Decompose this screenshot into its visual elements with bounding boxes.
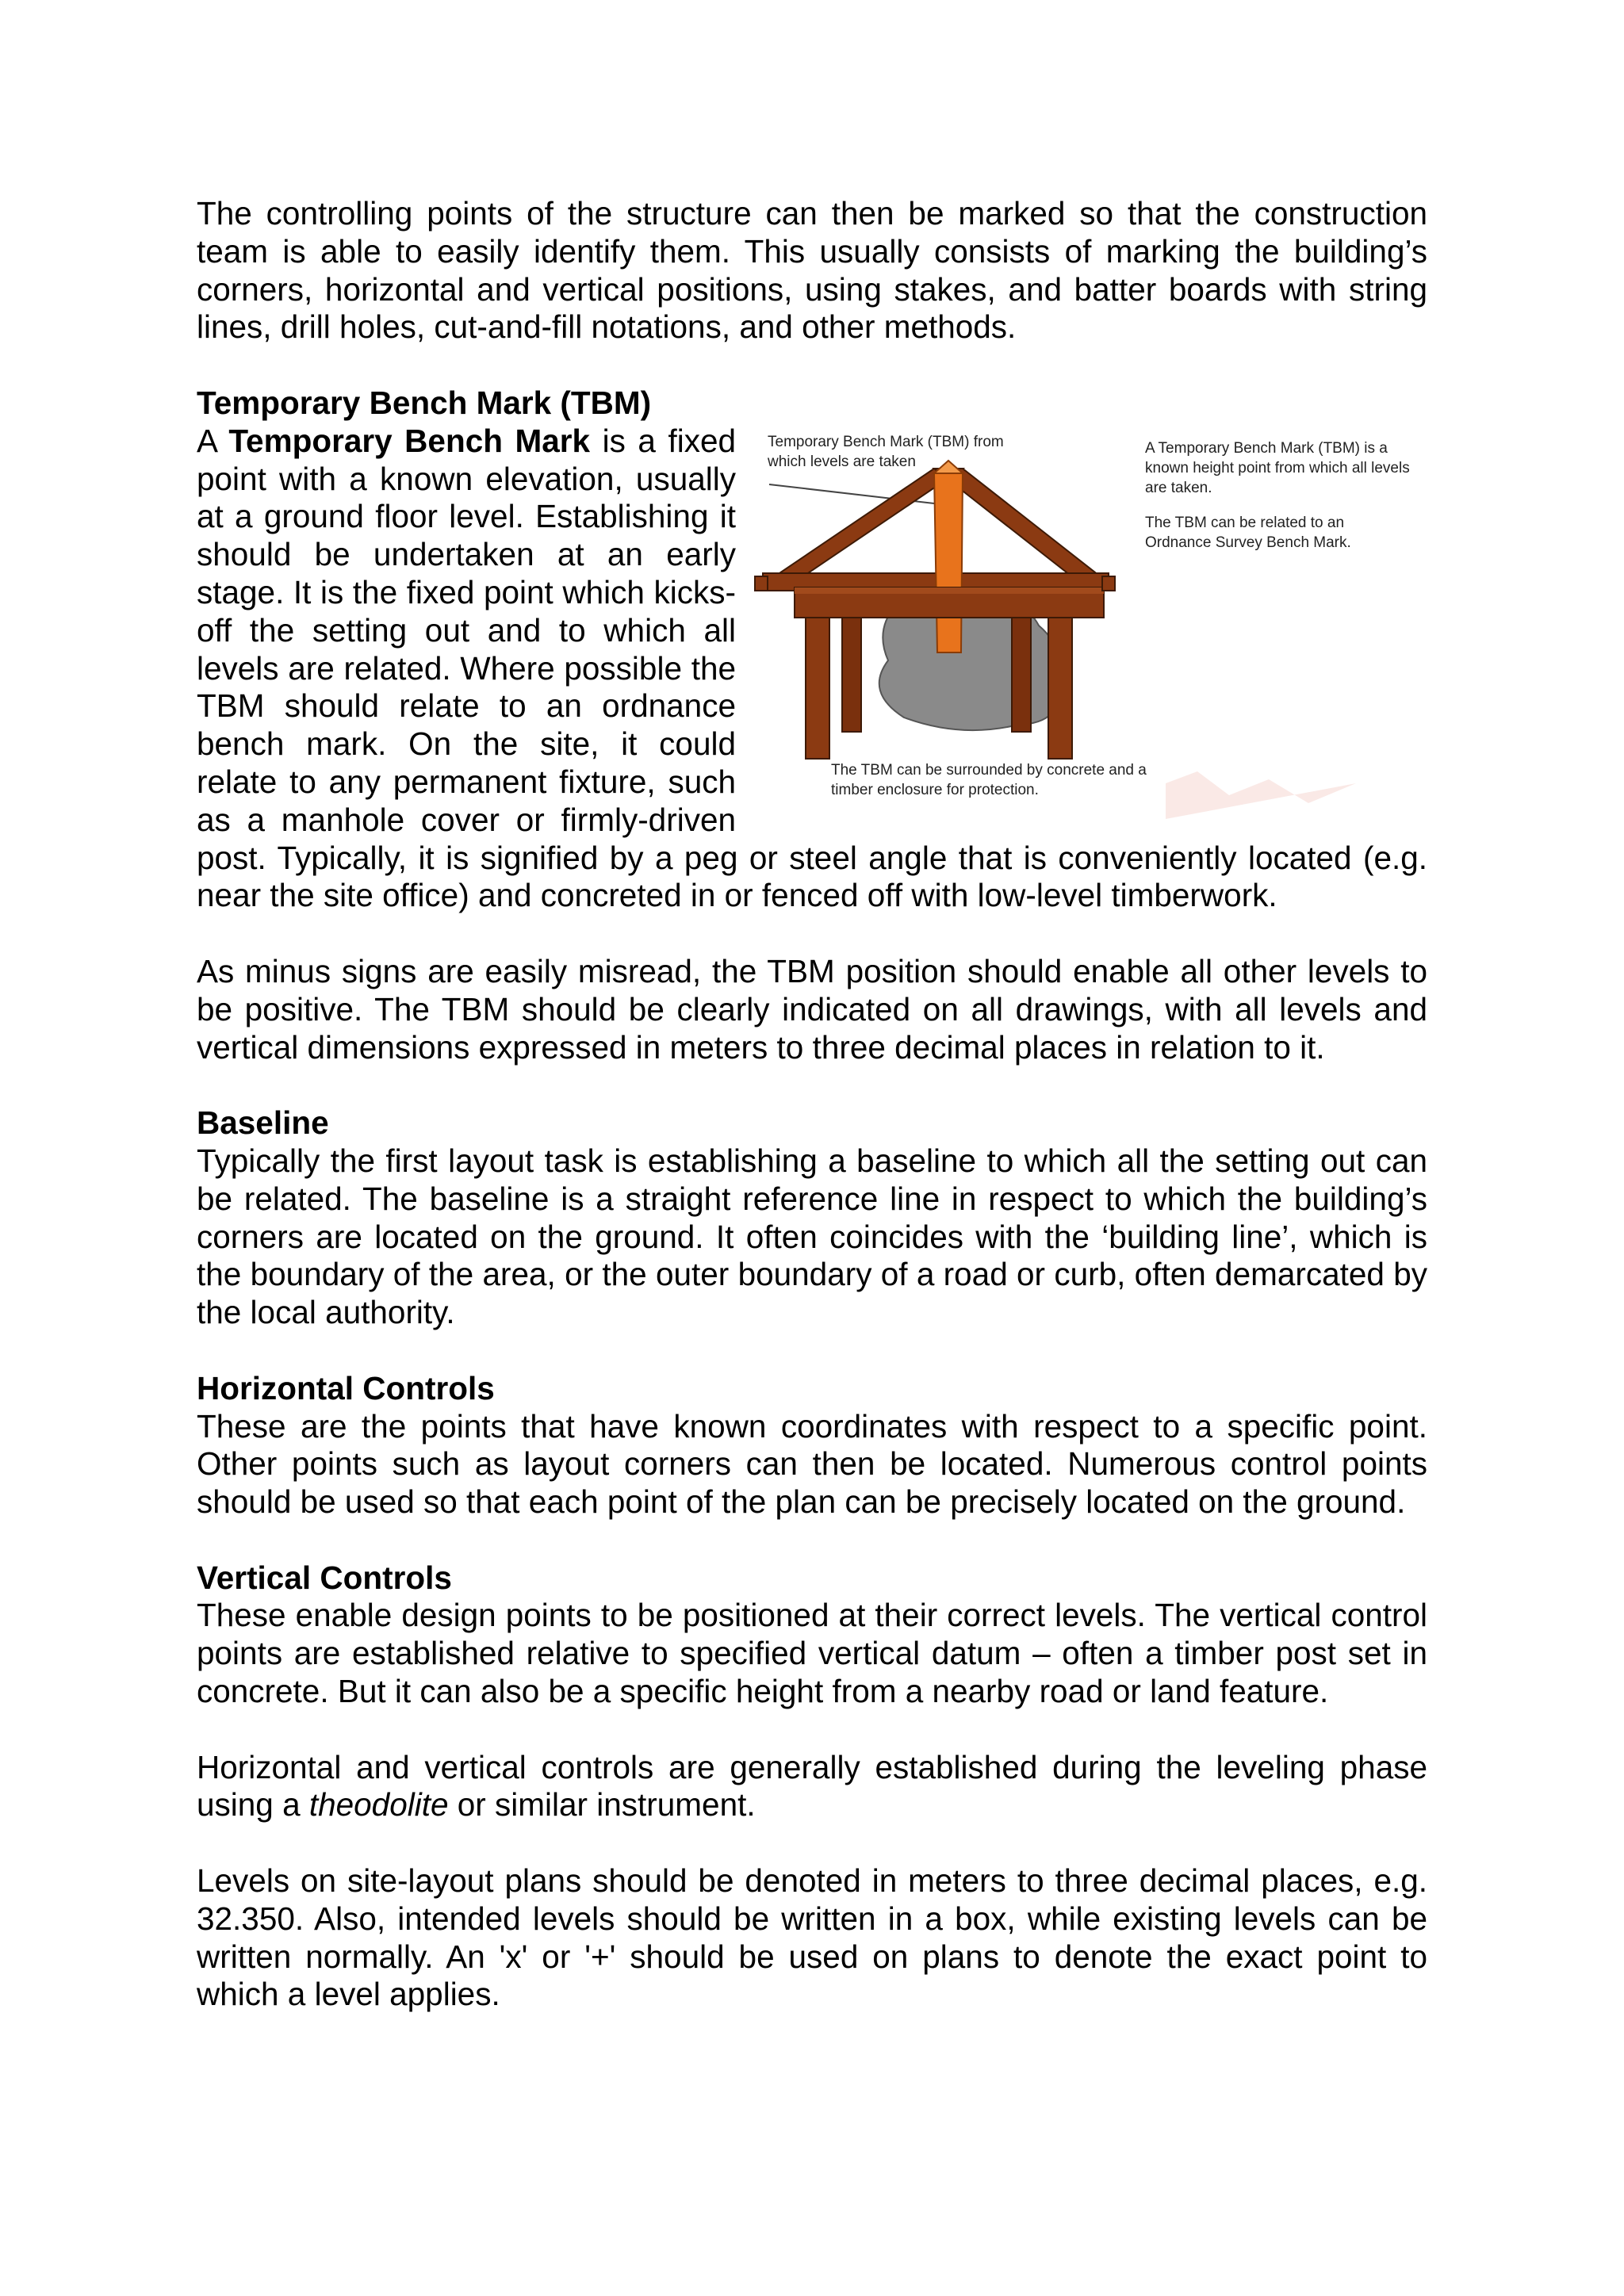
intro-paragraph: The controlling points of the structure can then be marked so that the construction team is able to easily identify them. This usually consists of marking the building’s corners, horizontal and vertical positions, using stakes, and batter boards with string lines, drill holes, cut-and-fill notations, and other methods.: [197, 195, 1427, 346]
document-page: [197, 195, 1427, 2052]
horizontal-controls-paragraph: These are the points that have known coordinates with respect to a specific point. Other points such as layout corners can then be located. Numerous control points should be used so that each point of the plan can be precisely located on the ground.: [197, 1407, 1427, 1521]
horizontal-controls-heading: Horizontal Controls: [197, 1369, 495, 1406]
leg-back-right: [1012, 613, 1031, 732]
vertical-controls-heading: Vertical Controls: [197, 1559, 452, 1596]
vertical-controls-section: [197, 1559, 1427, 1711]
beam-end-right: [1102, 576, 1115, 591]
caption-bottom: The TBM can be surrounded by concrete and a timber enclosure for protection.: [831, 761, 1147, 798]
controls-paragraph: [197, 1749, 1427, 1825]
tbm-post: [934, 473, 963, 652]
baseline-paragraph: Typically the first layout task is establishing a baseline to which all the setting out can be related. The baseline is a straight reference line in respect to which the building’s corners are located on the ground. It often coincides with the ‘building line’, which is the boundary of the area, or the outer boundary of a road or curb, often demarcated by the local authority.: [197, 1142, 1427, 1331]
baseline-section: [197, 1104, 1427, 1332]
levels-paragraph: Levels on site-layout plans should be denoted in meters to three decimal places, e.g. 32.350. Also, intended levels should be written in a box, while existing levels can be written normally. An 'x' or '+' should be used on plans to denote the exact point to which a level applies.: [197, 1862, 1427, 2013]
controls-italic-term: theodolite: [308, 1786, 449, 1823]
tbm-heading: Temporary Bench Mark (TBM): [197, 384, 652, 421]
watermark-mark: [1166, 771, 1356, 819]
controls-after: or similar instrument.: [448, 1786, 756, 1823]
baseline-heading: Baseline: [197, 1104, 329, 1142]
caption-right-ordnance: The TBM can be related to an Ordnance Survey Bench Mark.: [1145, 514, 1351, 551]
vertical-controls-paragraph: These enable design points to be positioned at their correct levels. The vertical control points are established relative to specified vertical datum – often a timber post set in concrete. But it can also be a specific height from a nearby road or land feature.: [197, 1597, 1427, 1710]
horizontal-controls-section: [197, 1370, 1427, 1521]
tbm-bold-term: Temporary Bench Mark: [228, 422, 591, 459]
caption-top-left: Temporary Bench Mark (TBM) from which levels are taken: [768, 433, 1004, 470]
caption-right-definition: A Temporary Bench Mark (TBM) is a known height point from which all levels are taken.: [1145, 439, 1410, 496]
leg-back-left: [842, 613, 861, 732]
beam-end-left: [755, 576, 768, 591]
lower-beam-highlight: [795, 587, 1104, 594]
tbm-section: [197, 385, 1427, 915]
controls-before: Horizontal and vertical controls are generally established during the leveling phase using a: [197, 1748, 1427, 1823]
tbm-body: is a fixed point with a known elevation, usually at a ground floor level. Establishing it should be undertaken at an early stage. It is the fixed point which kicks-off the setting out and to which all levels are related. Where possible the TBM should relate to an ordnance bench mark. On the site, it could relate to any permanent fixture, such as a manhole cover or firmly-driven post. Typically, it is signified by a peg or steel angle that is conveniently located (e.g. near the site office) and concreted in or fenced off with low-level timberwork.: [197, 422, 1427, 914]
tbm-figure: [753, 423, 1427, 827]
tbm-lead-word: A: [197, 422, 229, 459]
tbm-paragraph-2: As minus signs are easily misread, the TBM position should enable all other levels to be positive. The TBM should be clearly indicated on all drawings, with all levels and vertical dimensions expressed in meters to three decimal places in relation to it.: [197, 952, 1427, 1066]
